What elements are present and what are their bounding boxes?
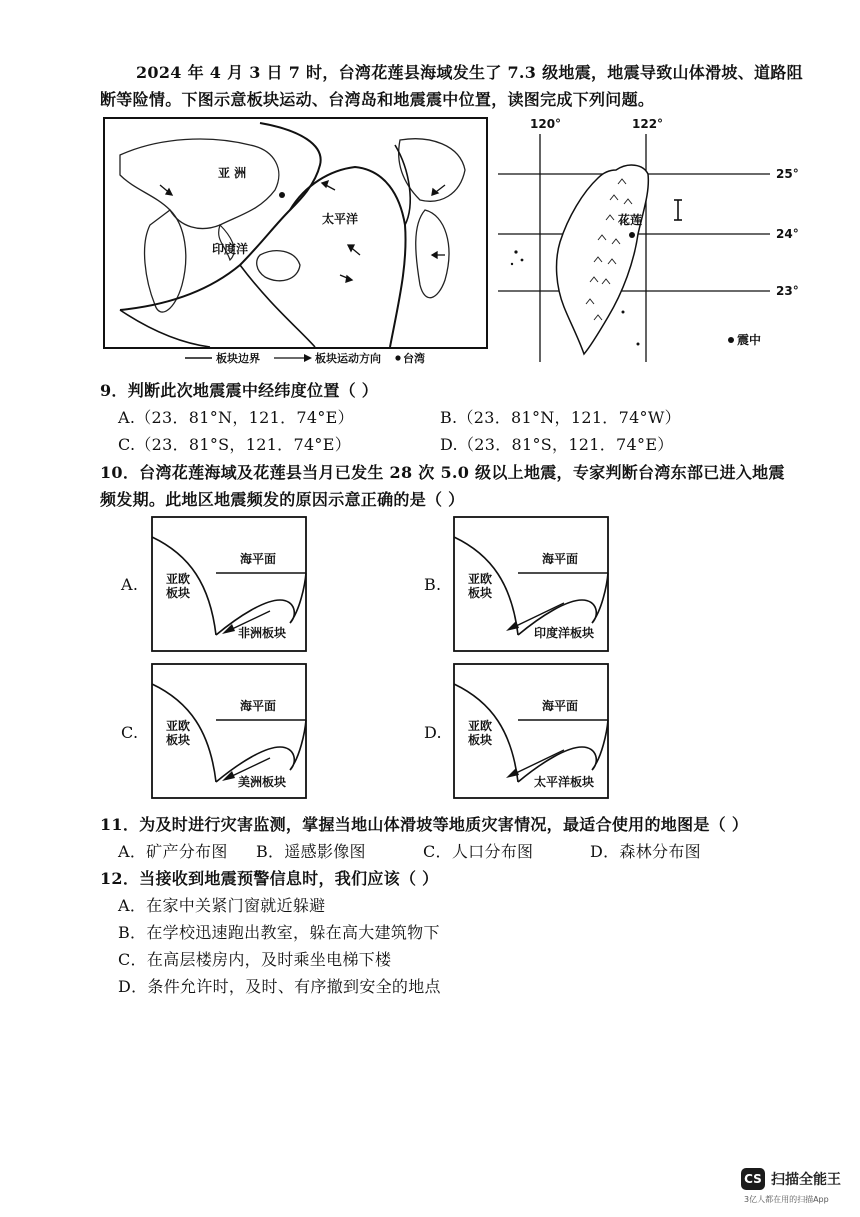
lat-label-25: 25° [776, 167, 799, 181]
eurasian-plate-label: 亚欧 [468, 719, 493, 733]
q9-stem: 9．判断此次地震震中经纬度位置（ ） [100, 381, 379, 400]
lat-label-23: 23° [776, 284, 799, 298]
q10-option-b-letter[interactable]: B. [424, 575, 442, 594]
q10-option-d-letter[interactable]: D. [424, 723, 442, 742]
intro-line-1: 2024 年 4 月 3 日 7 时，台湾花莲县海域发生了 7.3 级地震，地震导致山体滑坡、道路阻 [136, 63, 803, 82]
q9-option-b[interactable]: B.（23．81°N，121．74°W） [440, 408, 681, 427]
legend-direction: 板块运动方向 [315, 352, 381, 365]
q12-option-a[interactable]: A．在家中关紧门窗就近躲避 [118, 896, 326, 915]
q12-option-b[interactable]: B．在学校迅速跑出教室，躲在高大建筑物下 [118, 923, 440, 942]
q10-diagram-c[interactable] [150, 662, 310, 802]
camscanner-tagline: 3亿人都在用的扫描App [744, 1195, 829, 1204]
legend-taiwan: 台湾 [403, 352, 425, 365]
eurasian-plate-label: 亚欧 [468, 572, 493, 586]
eurasian-plate-label-2: 板块 [166, 733, 191, 747]
sea-level-label: 海平面 [542, 552, 579, 566]
q9-option-d[interactable]: D.（23．81°S，121．74°E） [440, 435, 674, 454]
epicenter-legend: 震中 [737, 333, 762, 347]
eurasian-plate-label-2: 板块 [166, 586, 191, 600]
plate-label: 非洲板块 [238, 626, 287, 640]
legend-boundary: 板块边界 [216, 352, 260, 365]
q11-option-c[interactable]: C．人口分布图 [423, 842, 534, 861]
eurasian-plate-label-2: 板块 [468, 586, 493, 600]
plate-label: 印度洋板块 [534, 626, 595, 640]
q10-diagram-d[interactable] [452, 662, 612, 802]
q11-option-a[interactable]: A．矿产分布图 [118, 842, 228, 861]
q10-option-a-letter[interactable]: A. [121, 575, 139, 594]
q10-option-c-letter[interactable]: C. [121, 723, 139, 742]
asia-label: 亚 洲 [218, 166, 247, 180]
intro-line-2: 断等险情。下图示意板块运动、台湾岛和地震震中位置，读图完成下列问题。 [100, 90, 655, 109]
plate-label: 太平洋板块 [534, 775, 595, 789]
eurasian-plate-label-2: 板块 [468, 733, 493, 747]
q10-diagram-a[interactable] [150, 515, 310, 655]
hualien-label: 花莲 [618, 213, 643, 227]
world-plate-map [100, 115, 492, 367]
sea-level-label: 海平面 [240, 552, 277, 566]
lat-label-24: 24° [776, 227, 799, 241]
cs-badge-icon: CS [741, 1168, 765, 1190]
lon-label-122: 122° [632, 117, 664, 131]
q11-stem: 11．为及时进行灾害监测，掌握当地山体滑坡等地质灾害情况，最适合使用的地图是（ ） [100, 815, 749, 834]
indian-ocean-label: 印度洋 [212, 242, 249, 256]
sea-level-label: 海平面 [542, 699, 579, 713]
sea-level-label: 海平面 [240, 699, 277, 713]
q12-option-d[interactable]: D．条件允许时，及时、有序撤到安全的地点 [118, 977, 441, 996]
pacific-label: 太平洋 [322, 212, 359, 226]
camscanner-name: 扫描全能王 [771, 1172, 841, 1188]
q11-option-b[interactable]: B．遥感影像图 [256, 842, 366, 861]
q9-option-c[interactable]: C.（23．81°S，121．74°E） [118, 435, 352, 454]
q12-option-c[interactable]: C．在高层楼房内，及时乘坐电梯下楼 [118, 950, 392, 969]
plate-label: 美洲板块 [238, 775, 287, 789]
q10-stem-line-1: 10．台湾花莲海域及花莲县当月已发生 28 次 5.0 级以上地震，专家判断台湾东部已进入地震 [100, 463, 785, 482]
q11-option-d[interactable]: D．森林分布图 [590, 842, 701, 861]
q12-stem: 12．当接收到地震预警信息时，我们应该（ ） [100, 869, 439, 888]
eurasian-plate-label: 亚欧 [166, 719, 191, 733]
q10-stem-line-2: 频发期。此地区地震频发的原因示意正确的是（ ） [100, 490, 465, 509]
q10-diagram-b[interactable] [452, 515, 612, 655]
eurasian-plate-label: 亚欧 [166, 572, 191, 586]
lon-label-120: 120° [530, 117, 562, 131]
taiwan-map [498, 112, 810, 364]
camscanner-logo [741, 1168, 841, 1190]
q9-option-a[interactable]: A.（23．81°N，121．74°E） [118, 408, 354, 427]
